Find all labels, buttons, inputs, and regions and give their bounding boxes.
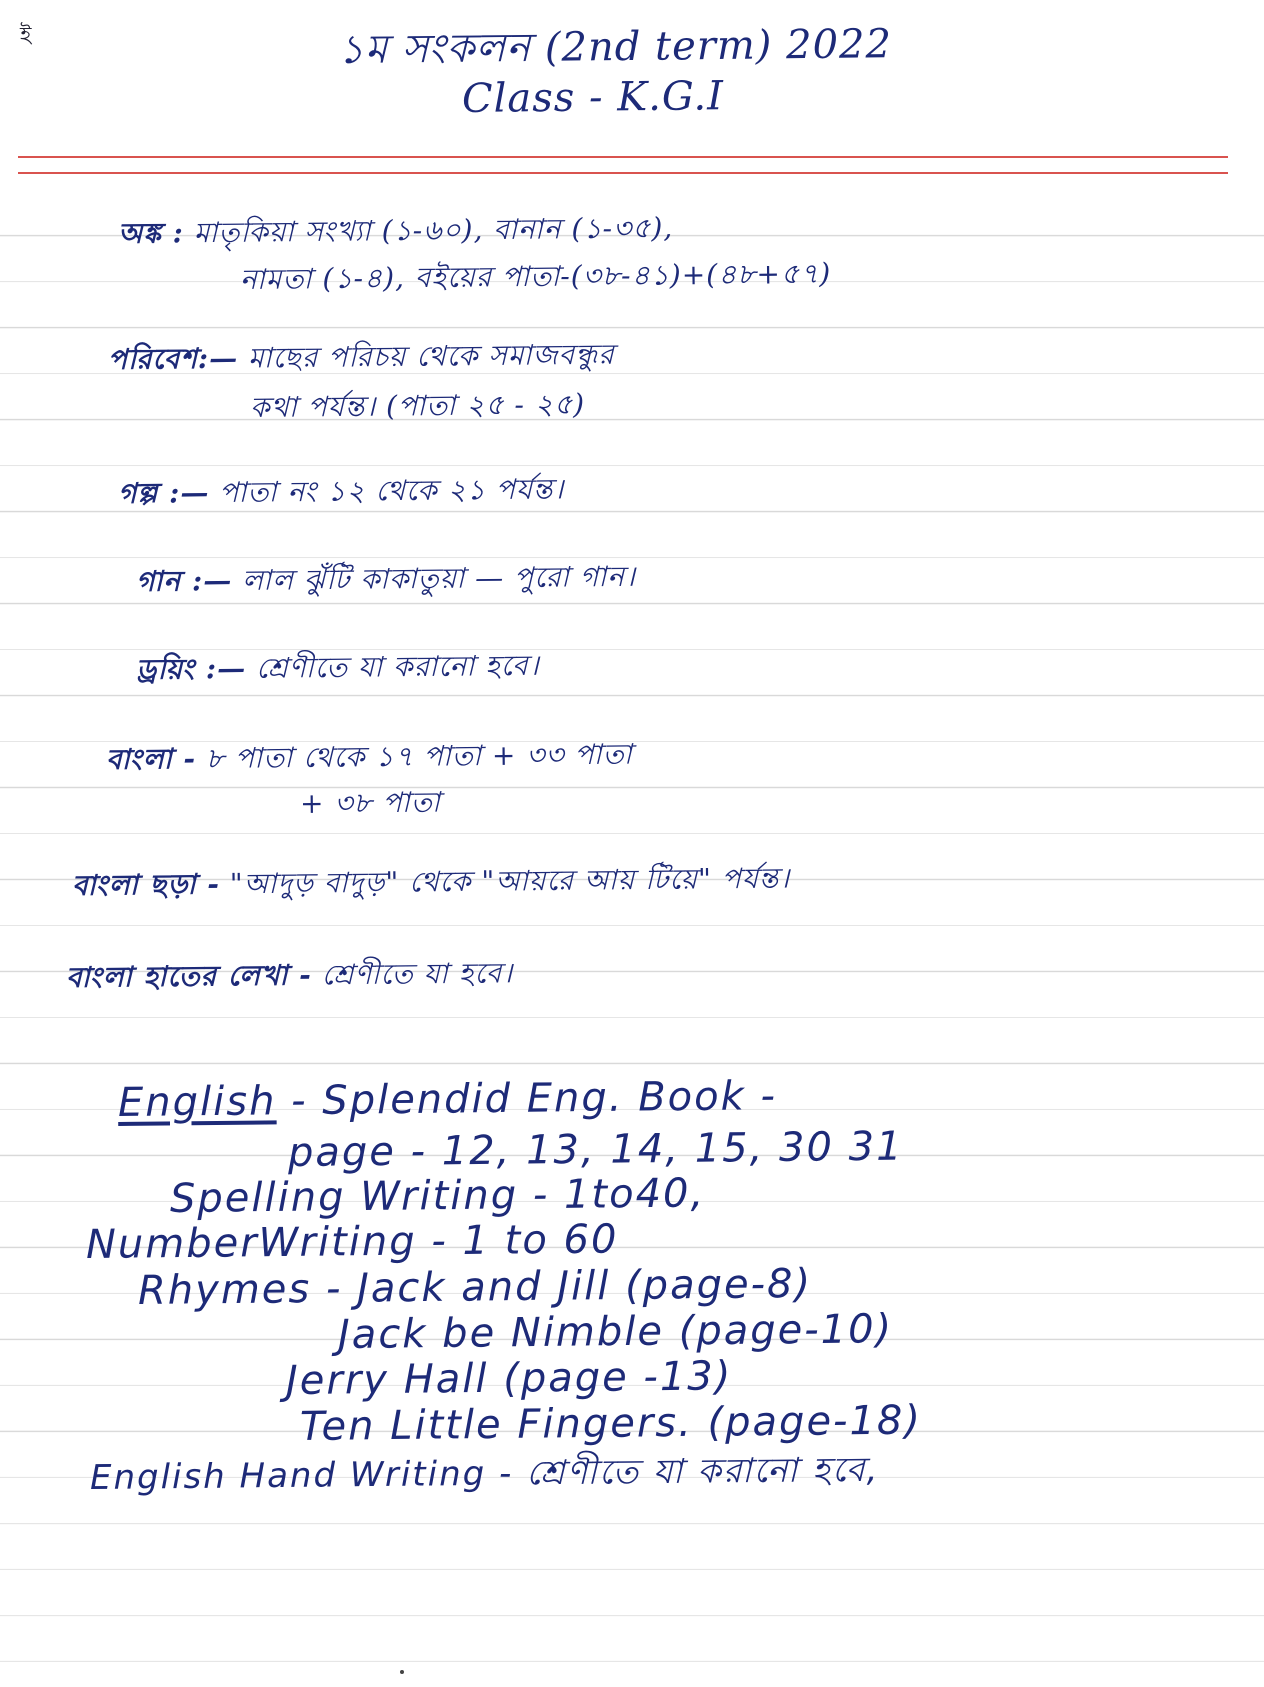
red-rule-2 (18, 172, 1228, 174)
bangla-handwriting-line (66, 951, 514, 1003)
environment-line-1 (108, 333, 615, 385)
english-rhymes-line-2: Jack be Nimble (page-10) (337, 1306, 894, 1358)
english-line-1 (118, 1073, 777, 1126)
red-rule-1 (18, 156, 1228, 158)
drawing-line (136, 644, 540, 695)
page-title: ১ম সংকলন (2nd term) 2022 (337, 21, 893, 73)
song-line (136, 555, 636, 607)
english-rhymes-line-3: Jerry Hall (page -13) (285, 1353, 733, 1404)
english-spelling: Spelling Writing - 1to40, (169, 1170, 706, 1222)
bangla-text: ৮ পাতা থেকে ১৭ পাতা + ৩৩ পাতা (205, 737, 633, 775)
bangla-line-2: + ৩৮ পাতা (299, 785, 442, 820)
bangla-rhymes-label: বাংলা ছড়া - (71, 867, 221, 902)
english-rhymes-line-4: Ten Little Fingers. (page-18) (299, 1397, 923, 1450)
bangla-line-1 (106, 732, 633, 785)
ink-dot (400, 1670, 404, 1674)
drawing-label: ড্রয়িং :— (135, 651, 247, 686)
song-text: লাল ঝুঁটি কাকাতুয়া — পুরো গান। (241, 559, 637, 597)
english-heading: English (117, 1078, 277, 1126)
bangla-rhymes-line (72, 856, 791, 911)
bangla-handwriting-label: বাংলা হাতের লেখা - (65, 958, 312, 994)
english-book: - Splendid Eng. Book - (290, 1073, 778, 1125)
class-label: Class - K.G.I (461, 73, 725, 122)
math-line-2: নামতা (১-৪), বইয়ের পাতা-(৩৮-৪১)+(৪৮+৫৭) (239, 256, 832, 296)
english-pages: page - 12, 13, 14, 15, 30 31 (287, 1123, 904, 1176)
story-line (118, 467, 565, 519)
english-number-writing: NumberWriting - 1 to 60 (85, 1216, 619, 1268)
corner-mark: ই (20, 23, 32, 48)
math-label: অঙ্ক : (117, 216, 185, 250)
bangla-label: বাংলা - (105, 742, 197, 776)
english-handwriting: English Hand Writing - শ্রেণীতে যা করানো হবে, (89, 1449, 880, 1498)
story-text: পাতা নং ১২ থেকে ২১ পর্যন্ত। (219, 472, 565, 509)
bangla-handwriting-text: শ্রেণীতে যা হবে। (321, 956, 514, 992)
bangla-rhymes-text: "আদুড় বাদুড়" থেকে "আয়রে আয় টিয়ে" পর্যন্ত। (229, 861, 791, 901)
drawing-text: শ্রেণীতে যা করানো হবে। (255, 648, 540, 685)
story-label: গল্প :— (117, 476, 210, 510)
environment-label: পরিবেশ:— (107, 341, 239, 376)
math-line-1 (118, 206, 674, 259)
math-text: মাতৃকিয়া সংখ্যা (১-৬০), বানান (১-৩৫), (193, 211, 674, 250)
song-label: গান :— (135, 563, 233, 598)
environment-text: মাছের পরিচয় থেকে সমাজবন্ধুর (247, 337, 615, 375)
english-rhymes-line-1: Rhymes - Jack and Jill (page-8) (137, 1260, 813, 1314)
environment-line-2: কথা পর্যন্ত। (পাতা ২৫ - ২৫) (249, 387, 586, 424)
